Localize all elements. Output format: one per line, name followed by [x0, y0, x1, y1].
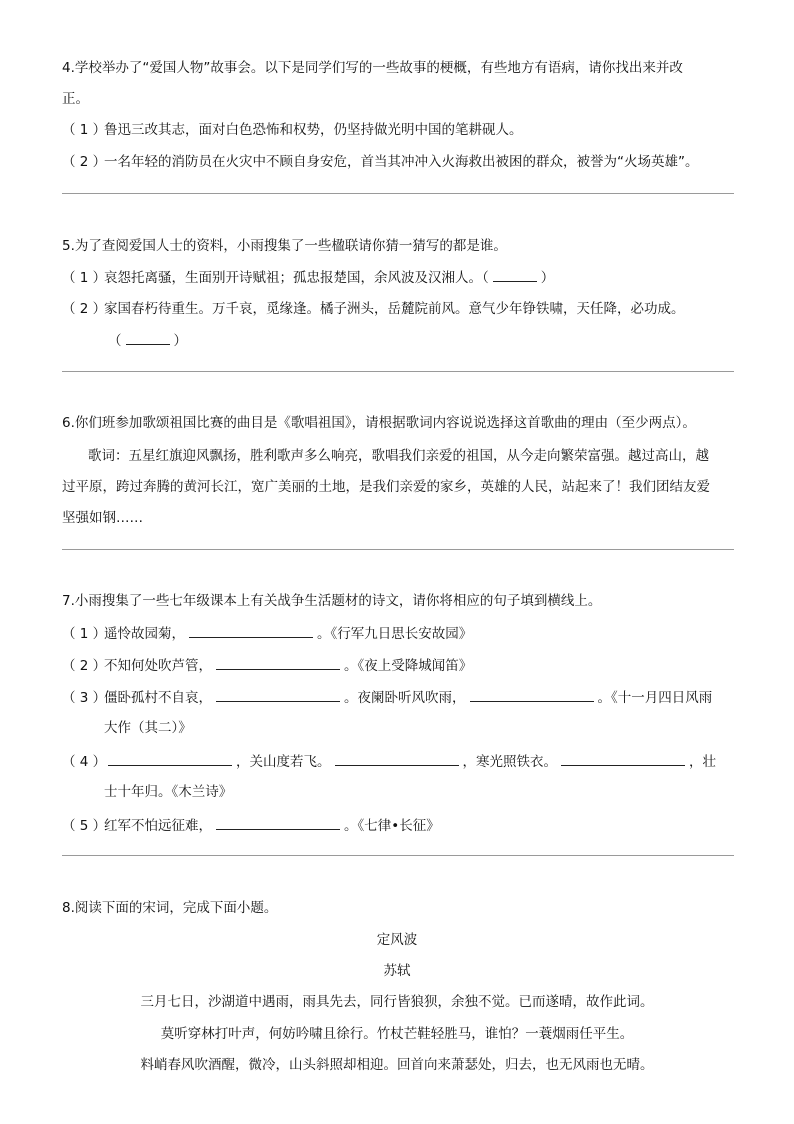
q7-item-3-num: （ 3 ）: [62, 690, 107, 706]
answer-blank[interactable]: [561, 751, 685, 766]
q7-item-4: [62, 751, 716, 772]
q5-item-2: [62, 299, 685, 319]
q5-item-1-num: （ 1 ）: [62, 270, 107, 286]
q7-item-5-num: （ 5 ）: [62, 818, 107, 834]
q7-item-2: [62, 655, 472, 676]
answer-blank[interactable]: [189, 623, 313, 638]
q7-item-4-cont: 士十年归。《木兰诗》: [104, 784, 233, 800]
q7-item-5: [62, 815, 440, 836]
q7-item-5-text-a: 红军不怕远征难，: [104, 818, 212, 834]
poem-title: 定风波: [376, 932, 418, 948]
poem-line-2: 料峭春风吹酒醒，微冷，山头斜照却相迎。回首向来萧瑟处，归去，也无风雨也无晴。: [140, 1057, 654, 1073]
q5-stem: 5.为了查阅爱国人士的资料，小雨搜集了一些楹联请你猜一猜写的都是谁。: [62, 238, 507, 254]
q5-item-1-close: ）: [540, 270, 555, 286]
q5-item-2-text: 家国春朽待重生。万千哀，觅缘逢。橘子洲头，岳麓院前风。意气少年铮铁啸，天任降，必功成。: [104, 301, 685, 317]
q7-item-4-text-b: ，寒光照铁衣。: [462, 754, 557, 770]
q4-item-1: [62, 120, 523, 140]
q6-lyrics-line1: 歌词：五星红旗迎风飘扬，胜利歌声多么响亮，歌唱我们亲爱的祖国，从今走向繁荣富强。越过高山，越: [88, 448, 709, 464]
q7-item-5-text-b: 。《七律•长征》: [344, 818, 440, 834]
q7-item-3-text-c: 。《十一月四日风雨: [597, 690, 713, 706]
q5-item-2-open: （: [108, 333, 122, 349]
q5-item-1-text: 哀怨托离骚，生面别开诗赋祖；孤忠报楚国，余风波及汉湘人。（: [104, 270, 489, 286]
answer-blank[interactable]: [126, 330, 170, 345]
answer-blank[interactable]: [335, 751, 459, 766]
poem-preface: 三月七日，沙湖道中遇雨，雨具先去，同行皆狼狈，余独不觉。已而遂晴，故作此词。: [140, 994, 654, 1010]
q7-item-1-text-a: 遥怜故园菊，: [104, 626, 185, 642]
answer-blank[interactable]: [216, 655, 340, 670]
q7-item-3-cont: 大作（其二）》: [104, 720, 192, 736]
q7-item-4-text-a: ，关山度若飞。: [236, 754, 331, 770]
q7-item-3-text-a: 僵卧孤村不自哀，: [104, 690, 212, 706]
q7-item-4-num: （ 4 ）: [62, 754, 107, 770]
q6-stem: 6.你们班参加歌颂祖国比赛的曲目是《歌唱祖国》，请根据歌词内容说说选择这首歌曲的理由（至少两点）。: [62, 415, 696, 431]
answer-blank[interactable]: [108, 751, 232, 766]
poem-author: 苏轼: [383, 963, 411, 979]
q4-stem-line1: 4.学校举办了“爱国人物”故事会。以下是同学们写的一些故事的梗概，有些地方有语病，请你找出来并改: [62, 60, 683, 76]
q6-lyrics-line2: 过平原，跨过奔腾的黄河长江，宽广美丽的土地，是我们亲爱的家乡，英雄的人民，站起来了！我们团结友爱: [62, 479, 710, 495]
q7-item-2-text-a: 不知何处吹芦管，: [104, 658, 212, 674]
divider: [62, 193, 734, 194]
q4-item-1-num: （ 1 ）: [62, 122, 107, 138]
answer-blank[interactable]: [470, 687, 594, 702]
q4-item-2: [62, 152, 699, 172]
q5-item-1: [62, 267, 554, 288]
q7-item-3: [62, 687, 712, 708]
q7-stem: 7.小雨搜集了一些七年级课本上有关战争生活题材的诗文，请你将相应的句子填到横线上。: [62, 593, 602, 609]
q8-stem: 8.阅读下面的宋词，完成下面小题。: [62, 900, 278, 916]
q7-item-2-num: （ 2 ）: [62, 658, 107, 674]
divider: [62, 371, 734, 372]
q4-stem-line2: 正。: [62, 91, 89, 107]
q7-item-3-text-b: 。夜阑卧听风吹雨，: [344, 690, 466, 706]
q7-item-4-text-c: ，壮: [689, 754, 716, 770]
divider: [62, 855, 734, 856]
answer-blank[interactable]: [216, 687, 340, 702]
q5-item-2-close: ）: [173, 333, 187, 349]
q5-item-2-answer: [108, 330, 187, 351]
q7-item-1-text-b: 。《行军九日思长安故园》: [317, 626, 473, 642]
q6-lyrics-line3: 坚强如钢……: [62, 510, 143, 526]
poem-line-1: 莫听穿林打叶声，何妨吟啸且徐行。竹杖芒鞋轻胜马，谁怕？一蓑烟雨任平生。: [160, 1026, 634, 1042]
q7-item-1-num: （ 1 ）: [62, 626, 107, 642]
divider: [62, 549, 734, 550]
q4-item-2-num: （ 2 ）: [62, 154, 107, 170]
answer-blank[interactable]: [216, 815, 340, 830]
q7-item-2-text-b: 。《夜上受降城闻笛》: [344, 658, 473, 674]
answer-blank[interactable]: [493, 267, 537, 282]
q7-item-1: [62, 623, 472, 644]
q4-item-2-text: 一名年轻的消防员在火灾中不顾自身安危，首当其冲冲入火海救出被困的群众，被誉为“火场英雄”。: [104, 154, 699, 170]
q4-item-1-text: 鲁迅三改其志，面对白色恐怖和权势，仍坚持做光明中国的笔耕砚人。: [104, 122, 523, 138]
q5-item-2-num: （ 2 ）: [62, 301, 107, 317]
